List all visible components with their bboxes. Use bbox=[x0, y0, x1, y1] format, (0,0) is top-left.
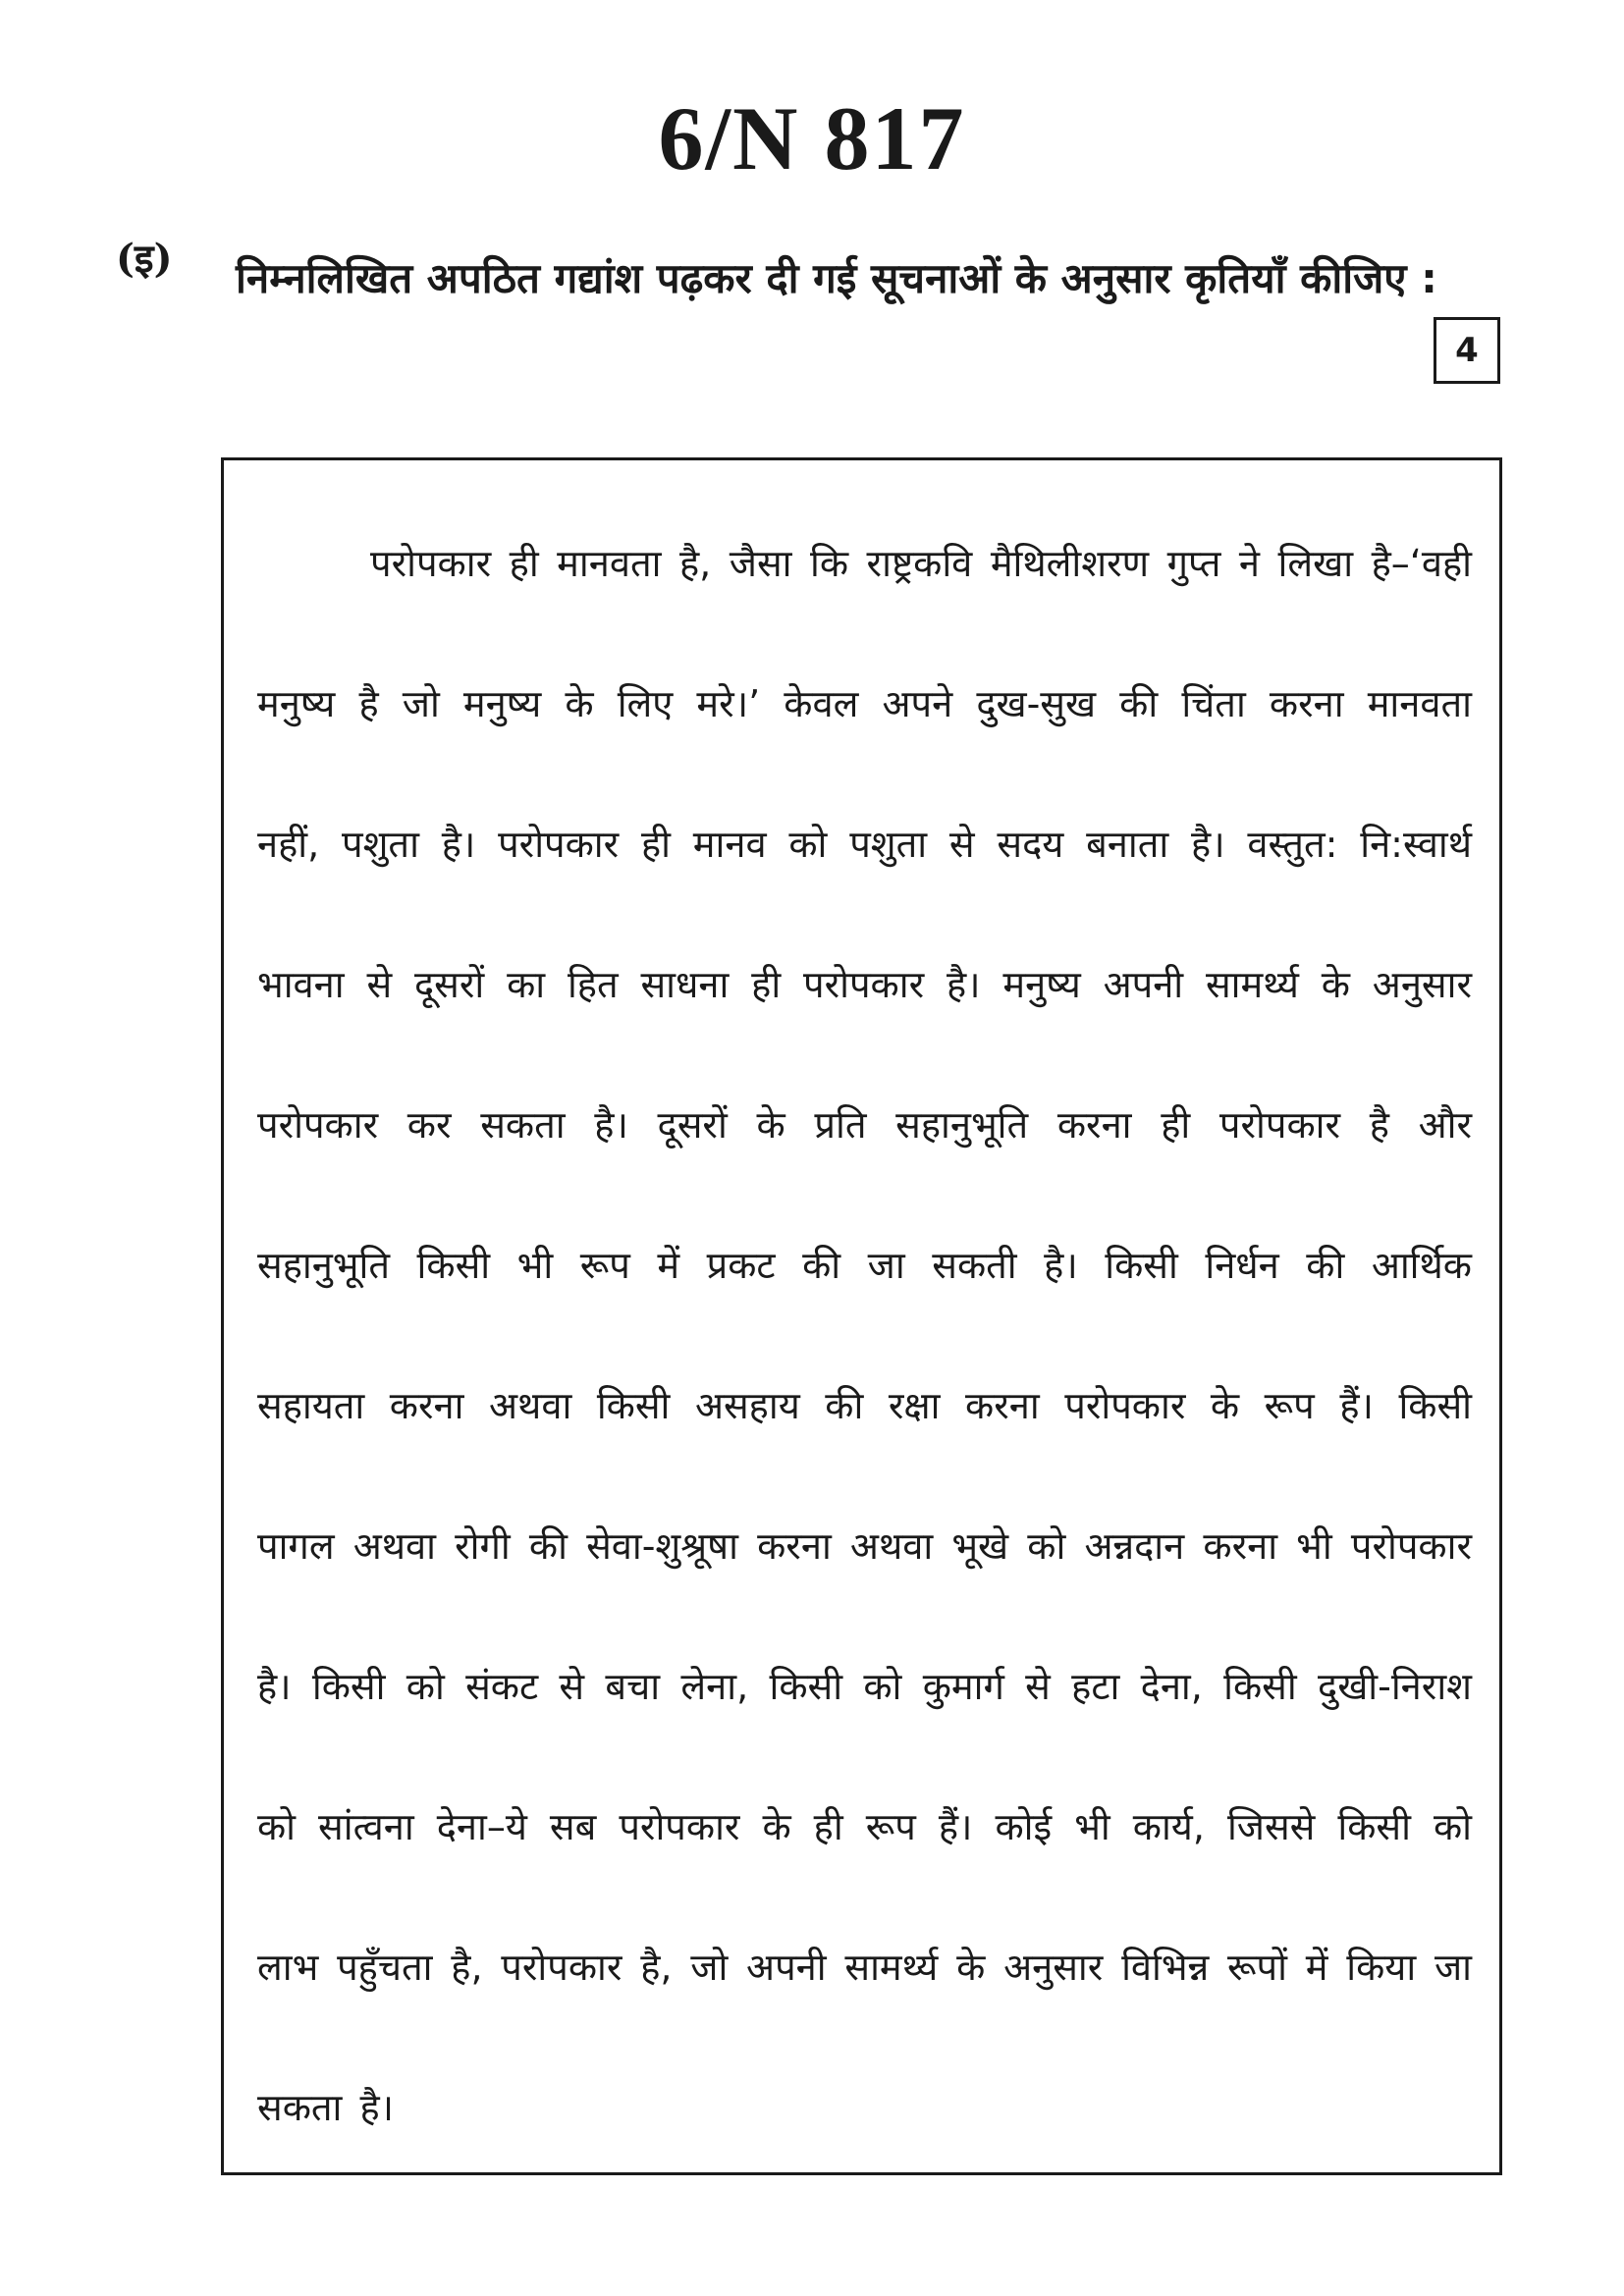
question-number: (इ) bbox=[116, 236, 173, 282]
passage-box bbox=[221, 457, 1502, 2175]
marks-value: 4 bbox=[1455, 331, 1479, 370]
marks-box bbox=[1434, 317, 1500, 384]
paper-code: 6/N 817 bbox=[658, 88, 966, 188]
question-instruction: निम्नलिखित अपठित गद्यांश पढ़कर दी गई सूचनाओं के अनुसार कृतियाँ कीजिए : bbox=[236, 254, 1437, 302]
passage-text: परोपकार ही मानवता है, जैसा कि राष्ट्रकवि मैथिलीशरण गुप्त ने लिखा है–‘वही मनुष्य है जो मनुष्य के लिए मरे।’ केवल अपने दुख-सुख की चिंता करना मानवता नहीं, पशुता है। परोपकार ही मानव को पशुता से सदय बनाता है। वस्तुत: नि:स्वार्थ भावना से दूसरों का हित साधना ही परोपकार है। मनुष्य अपनी सामर्थ्य के अनुसार परोपकार कर सकता है। दूसरों के प्रति सहानुभूति करना ही परोपकार है और सहानुभूति किसी भी रूप में प्रकट की जा सकती है। किसी निर्धन की आर्थिक सहायता करना अथवा किसी असहाय की रक्षा करना परोपकार के रूप हैं। किसी पागल अथवा रोगी की सेवा-शुश्रूषा करना अथवा भूखे को अन्नदान करना भी परोपकार है। किसी को संकट से बचा लेना, किसी को कुमार्ग से हटा देना, किसी दुखी-निराश को सांत्वना देना–ये सब परोपकार के ही रूप हैं। कोई भी कार्य, जिससे किसी को लाभ पहुँचता है, परोपकार है, जो अपनी सामर्थ्य के अनुसार विभिन्न रूपों में किया जा सकता है। bbox=[257, 542, 1472, 2129]
